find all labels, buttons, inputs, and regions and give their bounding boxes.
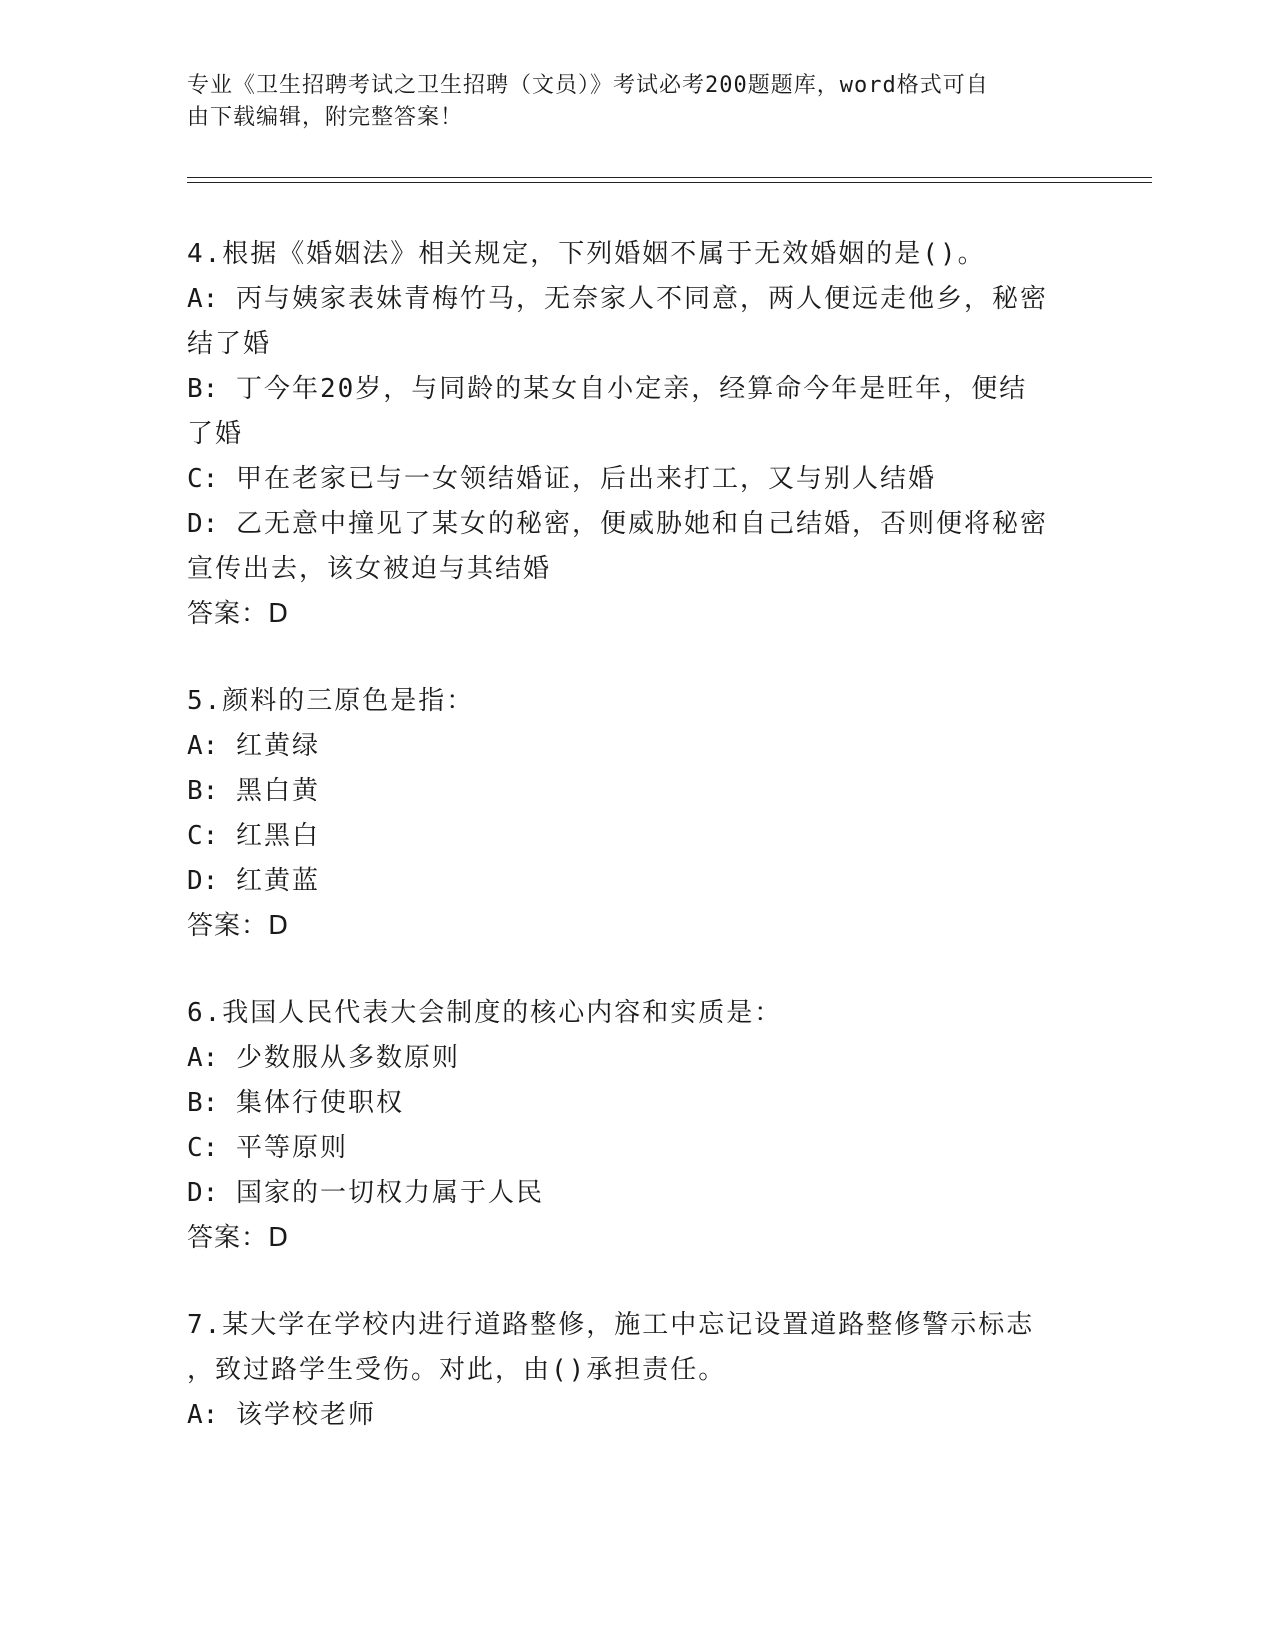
option-text: 集体行使职权	[235, 1088, 404, 1118]
question-item	[187, 232, 1087, 637]
answer-option	[187, 1126, 1087, 1171]
answer-option	[187, 277, 1087, 322]
question-stem: 5.颜料的三原色是指：	[187, 686, 475, 716]
option-letter: C:	[187, 821, 219, 851]
question-stem: 6.我国人民代表大会制度的核心内容和实质是：	[187, 998, 783, 1028]
option-text: 黑白黄	[235, 776, 320, 806]
answer-key: 答案：D	[187, 599, 290, 629]
question-stem: 7.某大学在学校内进行道路整修，施工中忘记设置道路整修警示标志	[187, 1310, 1035, 1340]
option-text: 宣传出去，该女被迫与其结婚	[187, 554, 552, 584]
option-text: 丁今年20岁，与同龄的某女自小定亲，经算命今年是旺年，便结	[235, 374, 1028, 404]
option-letter: D:	[187, 509, 219, 539]
option-letter: C:	[187, 464, 219, 494]
question-item	[187, 991, 1087, 1261]
option-text: 国家的一切权力属于人民	[235, 1178, 544, 1208]
option-text: 乙无意中撞见了某女的秘密，便威胁她和自己结婚，否则便将秘密	[235, 509, 1048, 539]
answer-option	[187, 859, 1087, 904]
option-text: 结了婚	[187, 329, 272, 359]
answer-option	[187, 367, 1087, 412]
option-text: 少数服从多数原则	[235, 1043, 460, 1073]
question-stem: ，致过路学生受伤。对此，由()承担责任。	[187, 1355, 727, 1385]
answer-option	[187, 412, 1087, 457]
answer-option	[187, 724, 1087, 769]
answer-option	[187, 457, 1087, 502]
option-text: 丙与姨家表妹青梅竹马，无奈家人不同意，两人便远走他乡，秘密	[235, 284, 1048, 314]
option-letter: B:	[187, 1088, 219, 1118]
header-divider-bottom	[187, 182, 1152, 183]
option-text: 了婚	[187, 419, 244, 449]
option-text: 红黄绿	[235, 731, 320, 761]
option-letter: A:	[187, 1043, 219, 1073]
option-text: 红黄蓝	[235, 866, 320, 896]
option-letter: A:	[187, 284, 219, 314]
option-letter: B:	[187, 374, 219, 404]
option-letter: A:	[187, 1400, 219, 1430]
option-text: 平等原则	[235, 1133, 348, 1163]
question-item	[187, 1303, 1087, 1438]
option-letter: C:	[187, 1133, 219, 1163]
answer-option	[187, 547, 1087, 592]
option-letter: B:	[187, 776, 219, 806]
option-text: 红黑白	[235, 821, 320, 851]
answer-option	[187, 322, 1087, 367]
answer-option	[187, 814, 1087, 859]
header-divider-top	[187, 177, 1152, 178]
question-list	[187, 232, 1087, 1480]
answer-option	[187, 502, 1087, 547]
answer-option	[187, 1081, 1087, 1126]
answer-key: 答案：D	[187, 911, 290, 941]
answer-option	[187, 1171, 1087, 1216]
document-header	[187, 70, 1087, 134]
question-stem: 4.根据《婚姻法》相关规定，下列婚姻不属于无效婚姻的是()。	[187, 239, 986, 269]
header-line-2: 由下载编辑，附完整答案！	[187, 105, 464, 130]
answer-option	[187, 769, 1087, 814]
question-item	[187, 679, 1087, 949]
answer-key: 答案：D	[187, 1223, 290, 1253]
option-text: 甲在老家已与一女领结婚证，后出来打工，又与别人结婚	[235, 464, 936, 494]
answer-option	[187, 1393, 1087, 1438]
option-letter: A:	[187, 731, 219, 761]
option-letter: D:	[187, 866, 219, 896]
option-letter: D:	[187, 1178, 219, 1208]
option-text: 该学校老师	[235, 1400, 376, 1430]
answer-option	[187, 1036, 1087, 1081]
header-line-1: 专业《卫生招聘考试之卫生招聘（文员）》考试必考200题题库，word格式可自	[187, 73, 989, 98]
